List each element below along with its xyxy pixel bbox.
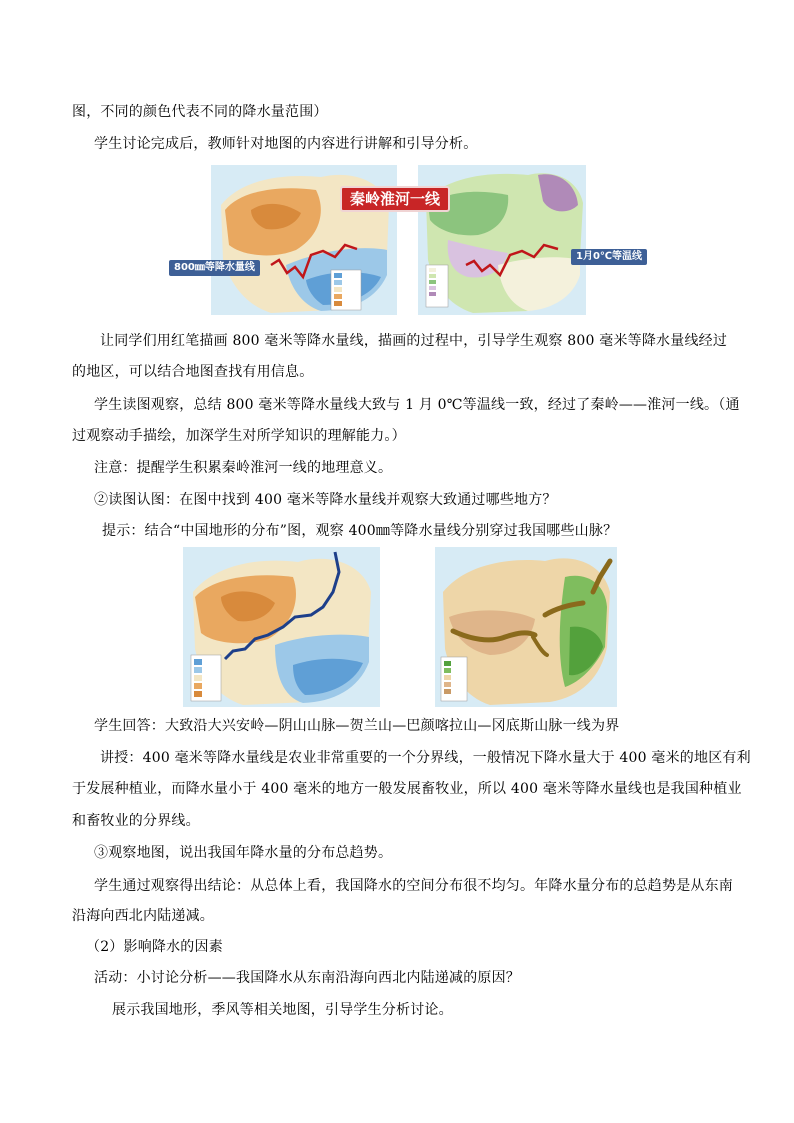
section-heading: （2）影响降水的因素 <box>86 939 223 955</box>
paragraph-line: ②读图认图：在图中找到 400 毫米等降水量线并观察大致通过哪些地方？ <box>94 492 557 508</box>
paragraph-line: 学生回答：大致沿大兴安岭—阴山山脉—贺兰山—巴颜喀拉山—冈底斯山脉一线为界 <box>94 718 620 734</box>
paragraph-line: 注意：提醒学生积累秦岭淮河一线的地理意义。 <box>94 460 393 476</box>
paragraph-line: 于发展种植业，而降水量小于 400 毫米的地方一般发展畜牧业，所以 400 毫米等降水量线也是我国种植业 <box>72 781 742 797</box>
paragraph-line: ③观察地图，说出我国年降水量的分布总趋势。 <box>94 845 393 861</box>
map-terrain-ranges <box>435 547 617 707</box>
paragraph-line: 让同学们用红笔描画 800 毫米等降水量线，描画的过程中，引导学生观察 800 毫米等降水量线经过 <box>100 333 728 349</box>
qinling-huaihe-banner: 秦岭淮河一线 <box>340 186 450 212</box>
paragraph-line: 提示：结合“中国地形的分布”图，观察 400㎜等降水量线分别穿过我国哪些山脉？ <box>102 523 618 539</box>
paragraph-line: 讲授：400 毫米等降水量线是农业非常重要的一个分界线，一般情况下降水量大于 400 毫米的地区有利 <box>100 750 751 766</box>
paragraph-line: 图，不同的颜色代表不同的降水量范围） <box>72 104 328 120</box>
paragraph-line: 过观察动手描绘，加深学生对所学知识的理解能力。） <box>72 428 406 444</box>
paragraph-line: 学生读图观察，总结 800 毫米等降水量线大致与 1 月 0℃等温线一致，经过了秦岭——淮河一线。（通 <box>94 397 740 413</box>
paragraph-line: 沿海向西北内陆递减。 <box>72 908 214 924</box>
paragraph-line: 的地区，可以结合地图查找有用信息。 <box>72 364 314 380</box>
paragraph-line: 学生通过观察得出结论：从总体上看，我国降水的空间分布很不均匀。年降水量分布的总趋势是从东南 <box>94 878 733 894</box>
map-400mm-isohyet <box>183 547 380 707</box>
paragraph-line: 活动：小讨论分析——我国降水从东南沿海向西北内陆递减的原因？ <box>94 970 520 986</box>
paragraph-line: 和畜牧业的分界线。 <box>72 813 200 829</box>
paragraph-line: 学生讨论完成后，教师针对地图的内容进行讲解和引导分析。 <box>94 136 478 152</box>
paragraph-line: 展示我国地形，季风等相关地图，引导学生分析讨论。 <box>112 1002 453 1018</box>
isohyet-800mm-label: 800㎜等降水量线 <box>169 260 260 276</box>
isotherm-0c-label: 1月0℃等温线 <box>571 249 647 265</box>
